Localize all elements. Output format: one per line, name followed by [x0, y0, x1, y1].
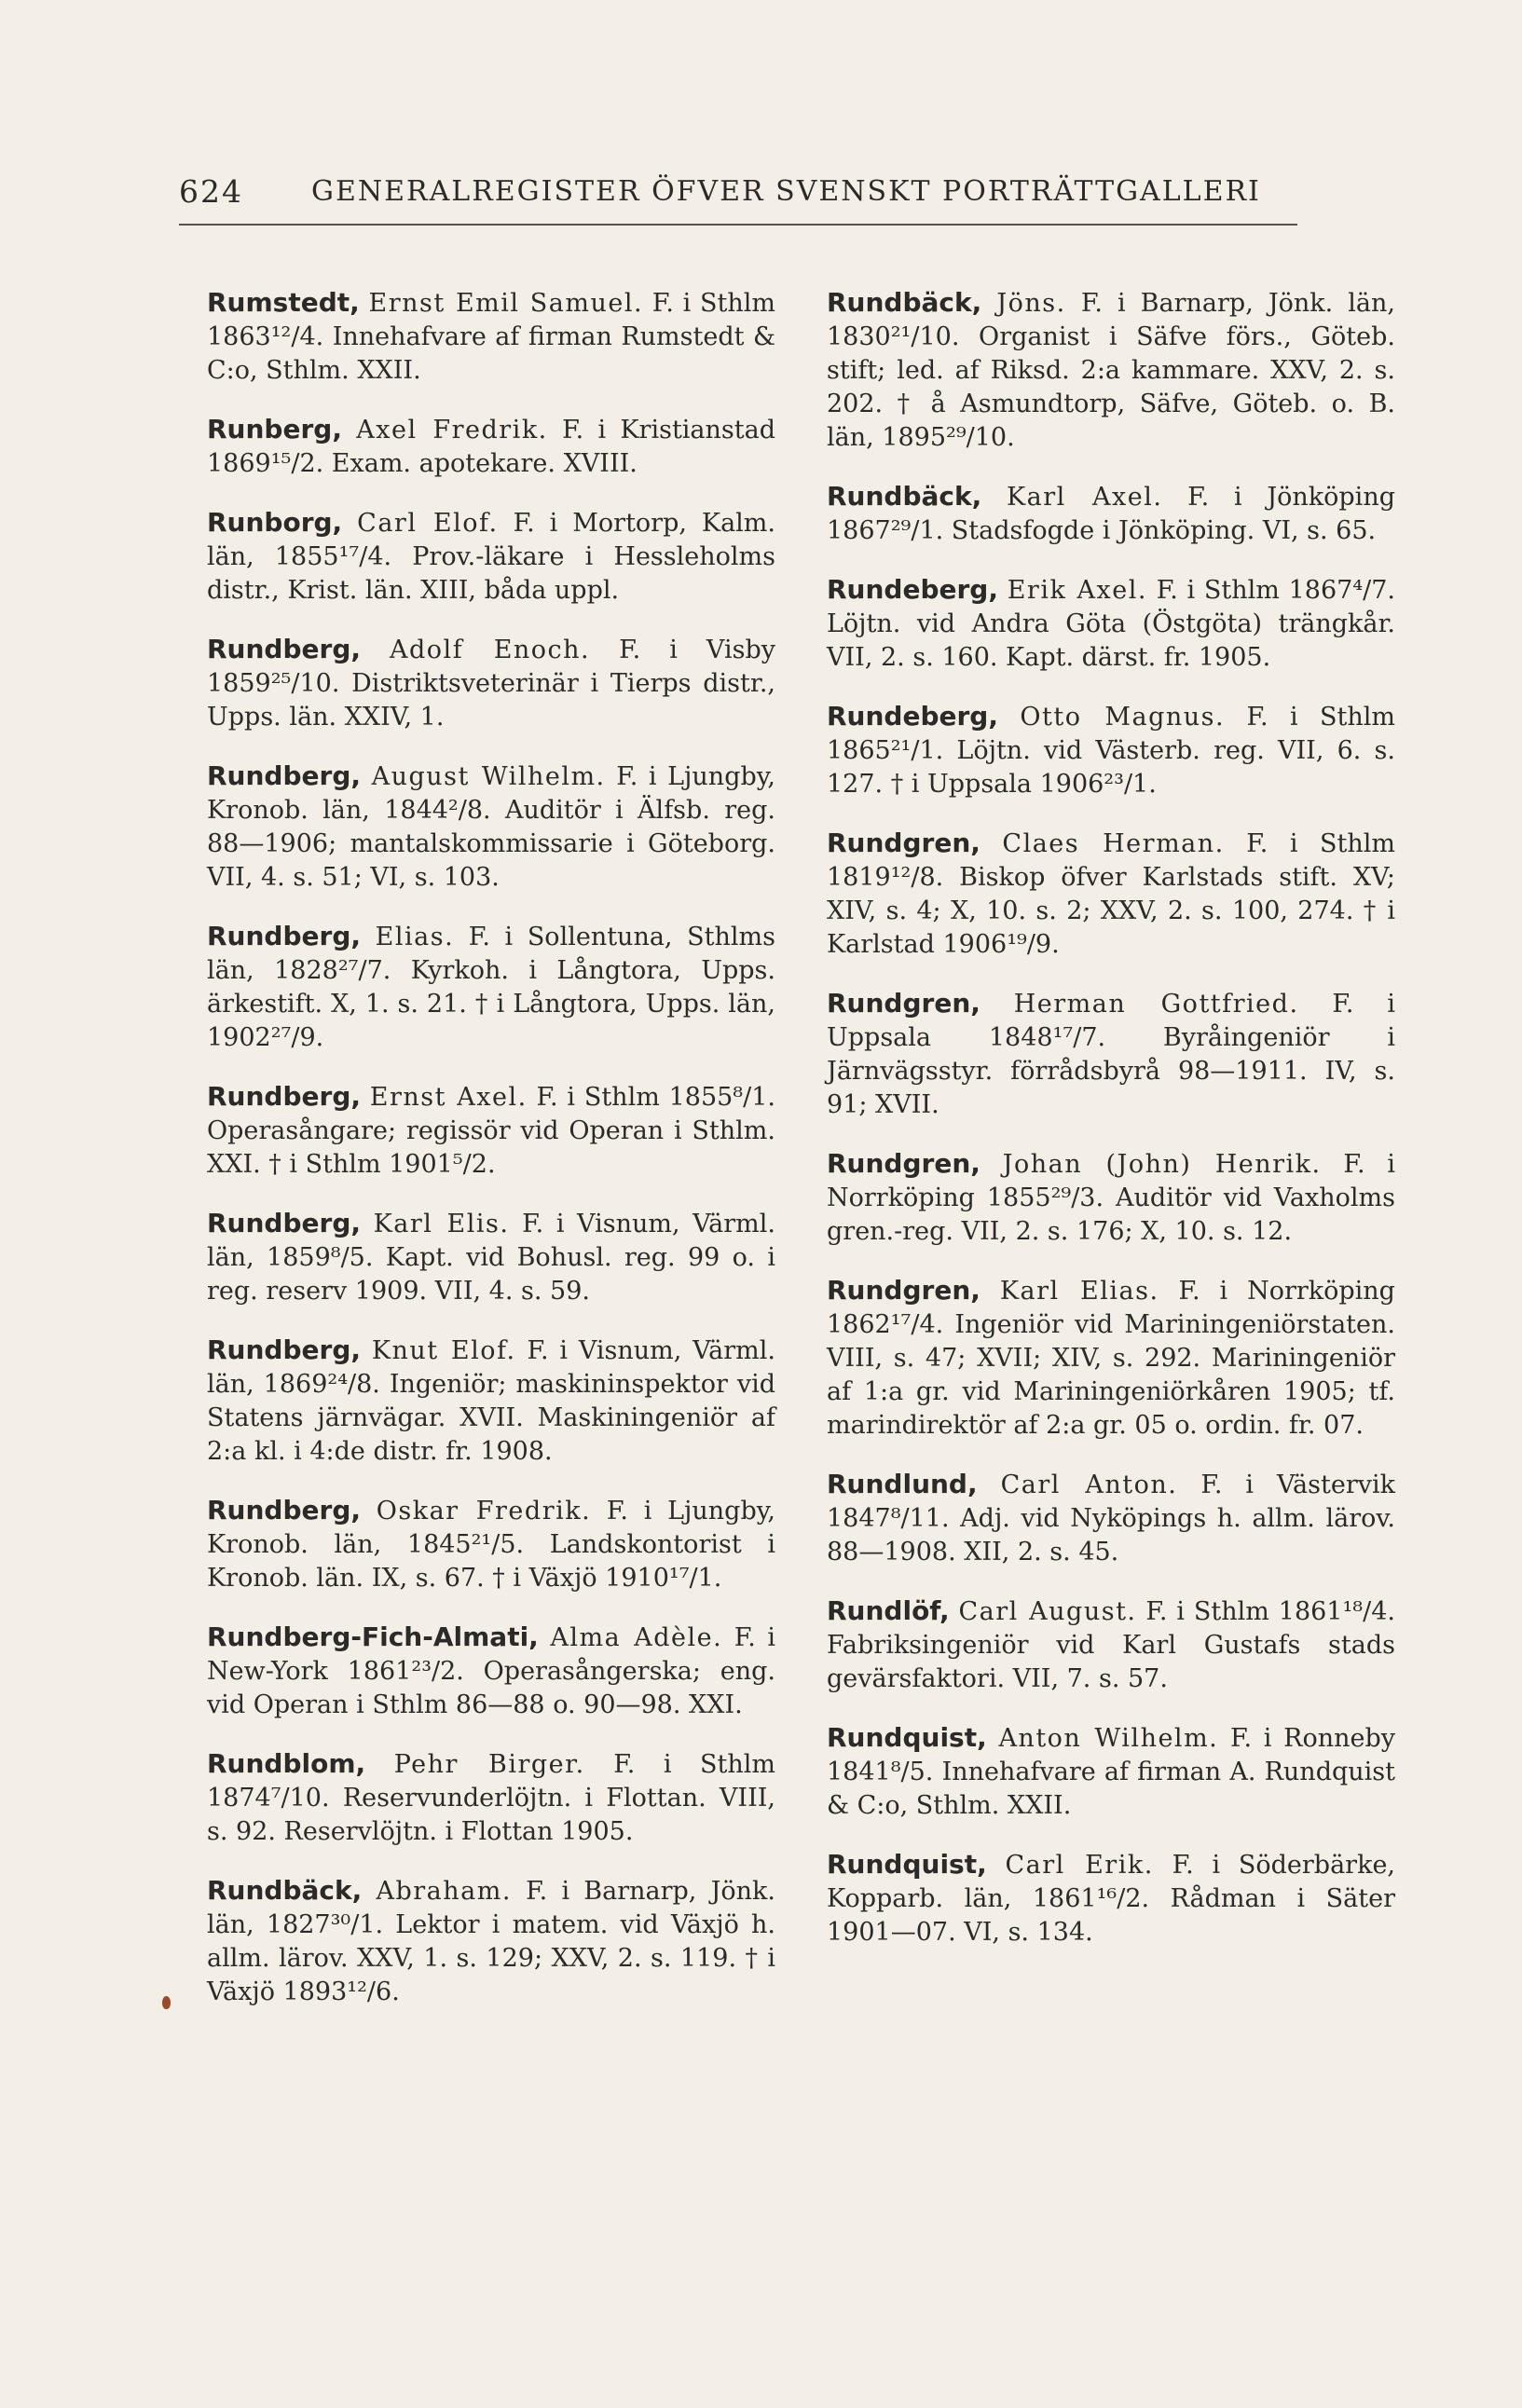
entry-given-names: Carl Erik.	[1005, 1851, 1154, 1880]
register-entry	[827, 1468, 1395, 1569]
entry-surname: Rundgren,	[827, 988, 980, 1019]
entry-description: F. i Sthlm 1863¹²/4. Innehafvare af firman Rumstedt & C:o, Sthlm. XXII.	[207, 289, 775, 385]
header-rule	[179, 224, 1297, 226]
entry-given-names: Johan (John) Henrik.	[1002, 1150, 1322, 1179]
entry-description: F. i Västervik 1847⁸/11. Adj. vid Nyköpings h. allm. lärov. 88—1908. XII, 2. s. 45.	[827, 1471, 1395, 1567]
register-entry	[827, 1848, 1395, 1950]
entry-surname: Rumstedt,	[207, 287, 360, 318]
entry-surname: Rundblom,	[207, 1748, 366, 1779]
entry-given-names: Alma Adèle.	[550, 1623, 723, 1652]
register-entry	[827, 1594, 1395, 1696]
entry-description: F. i Sthlm 1819¹²/8. Biskop öfver Karlstads stift. XV; XIV, s. 4; X, 10. s. 2; XXV, 2. s. 100, 274. † i Karlstad 1906¹⁹/9.	[827, 829, 1395, 959]
register-entry	[207, 1207, 775, 1308]
register-entry	[207, 1874, 775, 2009]
register-entry	[827, 480, 1395, 548]
entry-given-names: Anton Wilhelm.	[998, 1724, 1219, 1753]
entry-given-names: Jöns.	[996, 289, 1066, 318]
entry-given-names: Elias.	[375, 923, 455, 951]
entry-given-names: Knut Elof.	[371, 1336, 516, 1365]
entry-given-names: Claes Herman.	[1002, 829, 1225, 858]
margin-mark	[162, 1996, 171, 2009]
right-column	[827, 261, 1395, 1970]
entry-given-names: Karl Axel.	[1006, 483, 1163, 512]
entry-given-names: Oskar Fredrik.	[376, 1497, 592, 1526]
entry-description: F. i Sthlm 1861¹⁸/4. Fabriksingeniör vid Karl Gustafs stads gevärsfaktori. VII, 7. s. 57.	[827, 1597, 1395, 1693]
entry-surname: Rundberg,	[207, 760, 361, 791]
register-entry	[827, 1147, 1395, 1249]
entry-surname: Rundquist,	[827, 1722, 987, 1753]
entry-description: F. i Ljungby, Kronob. län, 1845²¹/5. Landskontorist i Kronob. län. IX, s. 67. † i Växjö 1910¹⁷/1.	[207, 1497, 775, 1593]
entry-surname: Rundbäck,	[827, 287, 982, 318]
entry-surname: Rundbäck,	[207, 1875, 363, 1906]
register-entry	[827, 286, 1395, 455]
entry-description: F. i Visby 1859²⁵/10. Distriktsveterinär i Tierps distr., Upps. län. XXIV, 1.	[207, 636, 775, 732]
register-entry	[207, 506, 775, 608]
entry-description: F. i Barnarp, Jönk. län, 1830²¹/10. Organist i Säfve förs., Göteb. stift; led. af Riksd. 2:a kammare. XXV, 2. s. 202. † å Asmundtorp, Säfve, Göteb. o. B. län, 1895²⁹/10.	[827, 289, 1395, 452]
page-header	[179, 173, 1297, 218]
register-entry	[207, 1494, 775, 1595]
entry-given-names: Karl Elis.	[373, 1210, 510, 1238]
entry-given-names: Otto Magnus.	[1020, 703, 1226, 732]
entry-surname: Rundbäck,	[827, 481, 982, 512]
entry-description: F. i Barnarp, Jönk. län, 1827³⁰/1. Lektor i matem. vid Växjö h. allm. lärov. XXV, 1. s. 129; XXV, 2. s. 119. † i Växjö 1893¹²/6.	[207, 1877, 775, 2006]
page-number: 624	[179, 173, 243, 210]
entry-description: F. i Sollentuna, Sthlms län, 1828²⁷/7. Kyrkoh. i Långtora, Upps. ärkestift. X, 1. s. 21. † i Långtora, Upps. län, 1902²⁷/9.	[207, 923, 775, 1052]
entry-description: F. i Sthlm 1855⁸/1. Operasångare; regissör vid Operan i Sthlm. XXI. † i Sthlm 1901⁵/2.	[207, 1083, 775, 1179]
entry-description: F. i New-York 1861²³/2. Operasångerska; eng. vid Operan i Sthlm 86—88 o. 90—98. XXI.	[207, 1623, 775, 1719]
entry-description: F. i Visnum, Värml. län, 1869²⁴/8. Ingeniör; maskininspektor vid Statens järnvägar. XVII. Maskiningeniör af 2:a kl. i 4:de distr. fr. 1908.	[207, 1336, 775, 1466]
entry-description: F. i Norrköping 1862¹⁷/4. Ingeniör vid Mariningeniörstaten. VIII, s. 47; XVII; XIV, s. 292. Mariningeniör af 1:a gr. vid Mariningeniörkåren 1905; tf. marindirektör af 2:a gr. 05 o. ordin. fr. 07.	[827, 1277, 1395, 1440]
entry-given-names: Herman Gottfried.	[1013, 990, 1299, 1019]
register-entry	[827, 1721, 1395, 1823]
entry-description: F. i Visnum, Värml. län, 1859⁸/5. Kapt. vid Bohusl. reg. 99 o. i reg. reserv 1909. VII, 4. s. 59.	[207, 1210, 775, 1306]
entry-surname: Rundberg,	[207, 921, 361, 951]
register-entry	[207, 1747, 775, 1849]
entry-surname: Rundgren,	[827, 1275, 980, 1306]
entry-given-names: Axel Fredrik.	[356, 416, 548, 445]
entry-given-names: Adolf Enoch.	[390, 636, 591, 664]
register-entry	[827, 1274, 1395, 1443]
entry-description: F. i Norrköping 1855²⁹/3. Auditör vid Vaxholms gren.-reg. VII, 2. s. 176; X, 10. s. 12.	[827, 1150, 1395, 1246]
entry-given-names: Karl Elias.	[999, 1277, 1159, 1306]
entry-surname: Rundgren,	[827, 1148, 980, 1179]
entry-surname: Rundberg,	[207, 634, 361, 664]
register-entry	[207, 633, 775, 734]
register-entry	[827, 987, 1395, 1122]
entry-description: F. i Jönköping 1867²⁹/1. Stadsfogde i Jönköping. VI, s. 65.	[827, 483, 1395, 545]
entry-given-names: Carl Anton.	[1000, 1471, 1178, 1499]
entry-given-names: August Wilhelm.	[371, 762, 606, 791]
left-column	[207, 261, 775, 2030]
entry-surname: Rundlund,	[827, 1469, 978, 1499]
entry-surname: Rundeberg,	[827, 701, 998, 732]
entry-description: F. i Sthlm 1865²¹/1. Löjtn. vid Västerb. reg. VII, 6. s. 127. † i Uppsala 1906²³/1.	[827, 703, 1395, 799]
entry-given-names: Pehr Birger.	[393, 1750, 585, 1779]
entry-description: F. i Söderbärke, Kopparb. län, 1861¹⁶/2. Rådman i Säter 1901—07. VI, s. 134.	[827, 1851, 1396, 1947]
register-entry	[827, 827, 1395, 962]
entry-description: F. i Kristianstad 1869¹⁵/2. Exam. apotekare. XVIII.	[207, 416, 776, 478]
entry-surname: Rundberg,	[207, 1208, 361, 1238]
register-entry	[207, 286, 775, 388]
entry-surname: Rundgren,	[827, 828, 980, 858]
running-title: GENERALREGISTER ÖFVER SVENSKT PORTRÄTTGALLERI	[311, 175, 1261, 208]
entry-surname: Runberg,	[207, 414, 342, 445]
entry-given-names: Ernst Emil Samuel.	[368, 289, 644, 318]
entry-surname: Runborg,	[207, 507, 343, 538]
entry-surname: Rundberg,	[207, 1334, 361, 1365]
entry-given-names: Erik Axel.	[1007, 576, 1147, 605]
entry-description: F. i Sthlm 1867⁴/7. Löjtn. vid Andra Göta (Östgöta) trängkår. VII, 2. s. 160. Kapt. därst. fr. 1905.	[827, 576, 1395, 672]
entry-given-names: Ernst Axel.	[369, 1083, 528, 1112]
register-entry	[827, 700, 1395, 801]
register-entry	[207, 413, 775, 481]
entry-description: F. i Ljungby, Kronob. län, 1844²/8. Auditör i Älfsb. reg. 88—1906; mantalskommissarie i Göteborg. VII, 4. s. 51; VI, s. 103.	[207, 762, 776, 892]
entry-given-names: Abraham.	[376, 1877, 512, 1906]
entry-surname: Rundberg,	[207, 1081, 361, 1112]
entry-surname: Rundquist,	[827, 1849, 987, 1880]
entry-description: F. i Ronneby 1841⁸/5. Innehafvare af firman A. Rundquist & C:o, Sthlm. XXII.	[827, 1724, 1395, 1820]
entry-given-names: Carl Elof.	[357, 509, 499, 538]
register-entry	[827, 573, 1395, 675]
entry-surname: Rundlöf,	[827, 1595, 950, 1626]
entry-given-names: Carl August.	[958, 1597, 1137, 1626]
register-entry	[207, 1334, 775, 1469]
register-entry	[207, 1621, 775, 1722]
entry-description: F. i Sthlm 1874⁷/10. Reservunderlöjtn. i Flottan. VIII, s. 92. Reservlöjtn. i Flottan 1905.	[207, 1750, 775, 1846]
register-entry	[207, 1080, 775, 1182]
entry-surname: Rundberg,	[207, 1495, 361, 1526]
entry-surname: Rundeberg,	[827, 574, 998, 605]
entry-description: F. i Uppsala 1848¹⁷/7. Byråingeniör i Järnvägsstyr. förrådsbyrå 98—1911. IV, s. 91; XVII.	[827, 990, 1395, 1119]
entry-description: F. i Mortorp, Kalm. län, 1855¹⁷/4. Prov.-läkare i Hessleholms distr., Krist. län. XIII, båda uppl.	[207, 509, 775, 605]
register-entry	[207, 920, 775, 1055]
entry-surname: Rundberg-Fich-Almati,	[207, 1621, 539, 1652]
register-entry	[207, 759, 775, 895]
